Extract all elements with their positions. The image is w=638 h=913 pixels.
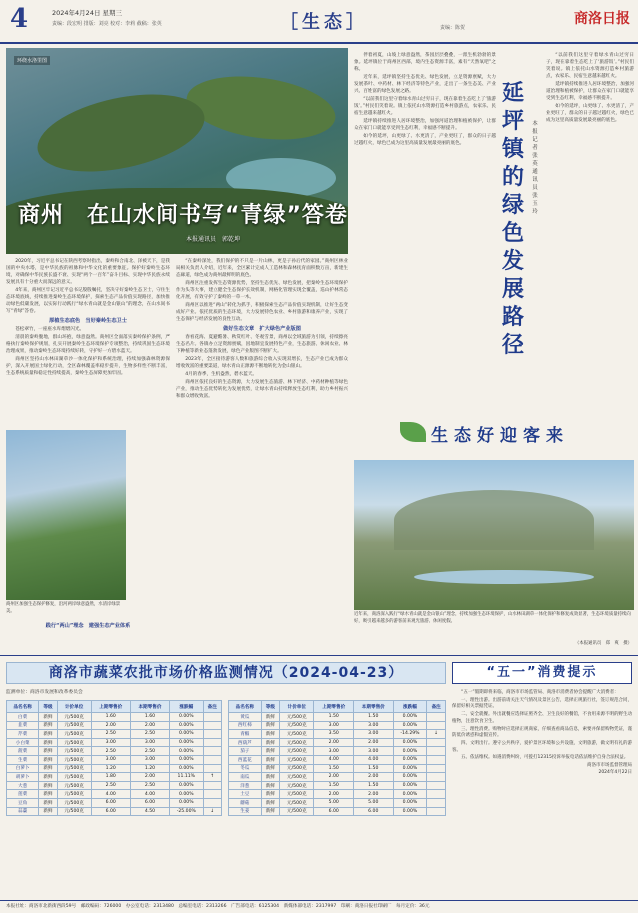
table-row <box>7 747 222 756</box>
table-cell: 2.50 <box>130 730 169 739</box>
feature-headline: 延坪镇的绿色发展路径 <box>501 81 524 358</box>
table-cell: 元/500克 <box>57 807 91 816</box>
table-row <box>229 790 446 799</box>
price-source: 监测单位：商洛市发展和改革委员会 <box>6 690 83 695</box>
article-column-1 <box>6 258 170 426</box>
table-cell: 3.00 <box>130 755 169 764</box>
table-row <box>229 773 446 782</box>
table-cell: 菠菜 <box>7 747 39 756</box>
table-cell: 元/500克 <box>57 713 91 722</box>
table-cell: 茄子 <box>229 747 262 756</box>
table-cell: 元/500克 <box>280 730 314 739</box>
table-cell: 0.00% <box>393 747 427 756</box>
paragraph: “五一”假期即将来临，商洛市市场监管局、商洛市消费者协会提醒广大消费者： <box>461 690 619 695</box>
paragraph: 4月的春季，生机盎然，碧水蓝天。 <box>185 372 258 377</box>
article-column-1b <box>6 620 170 652</box>
table-cell: 3.00 <box>91 738 130 747</box>
column-header: 品名名称 <box>7 701 39 713</box>
table-cell: 1.50 <box>354 764 394 773</box>
table-cell: 1.50 <box>354 713 394 722</box>
table-cell: 元/500克 <box>280 781 314 790</box>
table-cell: 元/500克 <box>57 798 91 807</box>
table-cell: 0.00% <box>170 747 203 756</box>
paragraph: 商州区以推进“两山”转化为抓手，积极探索生态产品价值实现机制，让好生态变成好产业。依托优质的生态环境，大力发展特色农业、乡村旅游和康养产业，实现了生态保护与经济发展的良性互动。 <box>176 303 348 322</box>
table-cell: 新鲜 <box>261 755 280 764</box>
table-cell: 蘑菇 <box>229 798 262 807</box>
column-header: 涨跌幅 <box>170 701 203 713</box>
column-header: 备注 <box>203 701 221 713</box>
table-cell: 胡萝卜 <box>7 773 39 782</box>
table-cell: 西葫芦 <box>229 738 262 747</box>
table-cell: 3.00 <box>314 721 354 730</box>
table-cell: 元/500克 <box>57 764 91 773</box>
table-cell: 2.00 <box>314 790 354 799</box>
table-cell: 2.00 <box>130 721 169 730</box>
table-cell: 元/500克 <box>280 738 314 747</box>
section-divider <box>0 655 638 656</box>
table-cell <box>427 764 446 773</box>
table-cell: 小白菜 <box>7 738 39 747</box>
table-cell: ↓ <box>427 730 446 739</box>
table-cell: 6.00 <box>354 807 394 816</box>
column-header: 等级 <box>261 701 280 713</box>
table-cell <box>427 738 446 747</box>
paragraph: 商州区坚持山水林田湖草沙一体化保护和系统治理，持续加强森林资源保护，深入开展国土绿化行动，全区森林覆盖率稳步提升，生物多样性不断丰富，生态系统质量和稳定性持续提高，秦岭生态屏障更加牢固。 <box>6 357 170 376</box>
table-cell: 元/500克 <box>57 721 91 730</box>
table-cell: 0.00% <box>393 798 427 807</box>
table-cell: 新鲜 <box>39 764 57 773</box>
table-cell: 1.60 <box>130 713 169 722</box>
table-row <box>7 764 222 773</box>
table-cell <box>203 730 221 739</box>
table-cell: 新鲜 <box>261 773 280 782</box>
paragraph: 一、理性出游。出游前请关注天气情况及景区公告，选择正规旅行社，签订规范合同，保留好相关票据凭证。 <box>452 697 632 710</box>
island-shape <box>31 81 212 185</box>
table-cell <box>427 807 446 816</box>
table-cell: 0.00% <box>393 790 427 799</box>
table-cell: 1.50 <box>314 764 354 773</box>
paragraph: “以前我们这里守着绿水青山过穷日子，现在靠着生态吃上了‘旅游饭’。”村民们笑着说。镇上依托山水资源打造乡村旅游点，农家乐、民宿生意越来越红火。 <box>354 97 496 116</box>
table-cell: 2.50 <box>91 730 130 739</box>
table-cell: 3.00 <box>314 747 354 756</box>
table-cell: 莲菜 <box>7 790 39 799</box>
table-cell: 2.50 <box>91 781 130 790</box>
table-cell: 新鲜 <box>261 721 280 730</box>
table-cell: 2.00 <box>314 773 354 782</box>
table-cell <box>427 747 446 756</box>
table-cell: 南瓜 <box>229 773 262 782</box>
table-cell: 新鲜 <box>39 738 57 747</box>
table-cell <box>427 790 446 799</box>
paragraph: 2020年，习近平总书记在陕西考察时指出，秦岭和合南北、泽被天下，是我国的中央水塔，是中华民族的祖脉和中华文化的重要象征。保护好秦岭生态环境，对确保中华民族长盛不衰、实现“两个一百年”奋斗目标、实现中华民族永续发展具有十分重大而深远的意义。 <box>6 259 170 285</box>
table-cell: 6.00 <box>314 807 354 816</box>
table-cell: 0.00% <box>170 730 203 739</box>
column-header: 等级 <box>39 701 57 713</box>
table-cell: 0.00% <box>393 807 427 816</box>
table-cell: 4.00 <box>130 790 169 799</box>
table-cell <box>203 764 221 773</box>
table-cell: 2.00 <box>354 738 394 747</box>
table-cell: 元/500克 <box>57 755 91 764</box>
table-cell: 生姜 <box>229 807 262 816</box>
table-cell: 新鲜 <box>261 713 280 722</box>
table-cell: 2.00 <box>354 773 394 782</box>
table-cell: 0.00% <box>170 721 203 730</box>
table-row <box>229 755 446 764</box>
table-row <box>7 713 222 722</box>
table-cell: 白萝卜 <box>7 764 39 773</box>
tips-title: “五一”消费提示 <box>452 662 632 684</box>
paragraph: 三、理性消费。购物时应选择正规商家，仔细查看商品信息，索要并保留购物凭证，谨防低价诱惑和虚假宣传。 <box>452 726 632 739</box>
column-header: 计价单位 <box>280 701 314 713</box>
table-row <box>229 764 446 773</box>
table-cell: 冬瓜 <box>229 764 262 773</box>
price-table-title: 商洛市蔬菜农批市场价格监测情况（2024-04-23） <box>6 662 446 684</box>
table-cell: 芹菜 <box>7 730 39 739</box>
table-cell: 0.00% <box>170 713 203 722</box>
tips-signoff: 商洛市市场监督管理局 2024年4月22日 <box>587 763 632 775</box>
table-cell: 元/500克 <box>57 747 91 756</box>
masthead <box>0 0 638 44</box>
table-cell: 1.20 <box>91 764 130 773</box>
table-cell: 元/500克 <box>280 755 314 764</box>
table-row <box>7 807 222 816</box>
table-cell: 0.00% <box>170 790 203 799</box>
subheading: 践行“两山”理念 建强生态产业体系 <box>45 623 131 629</box>
table-cell: -25.00% <box>170 807 203 816</box>
price-table-left <box>6 700 222 816</box>
table-cell <box>203 713 221 722</box>
table-cell: 5.00 <box>314 798 354 807</box>
table-cell: 1.20 <box>130 764 169 773</box>
table-cell <box>427 773 446 782</box>
table-cell: 4.00 <box>314 755 354 764</box>
table-cell: 大葱 <box>7 781 39 790</box>
table-cell: 新鲜 <box>261 747 280 756</box>
table-cell: 西红柿 <box>229 721 262 730</box>
table-row <box>7 790 222 799</box>
page-number: 4 <box>10 4 29 34</box>
table-cell: 4.00 <box>91 790 130 799</box>
table-cell <box>427 798 446 807</box>
table-cell <box>203 738 221 747</box>
table-row <box>7 773 222 782</box>
table-cell <box>427 781 446 790</box>
table-cell <box>427 713 446 722</box>
table-cell: 元/500克 <box>57 738 91 747</box>
table-cell: 0.00% <box>393 781 427 790</box>
paragraph: 如今的延坪，山更绿了、水更清了，产业更旺了，群众的日子越过越红火，绿色已成为这里高质量发展最亮丽的底色。 <box>354 134 496 146</box>
table-cell: 青椒 <box>229 730 262 739</box>
table-cell: 6.00 <box>91 798 130 807</box>
section-editor: 责编：陈贺 <box>440 25 466 31</box>
section-title: ［生态］ <box>280 12 368 33</box>
leaf-icon <box>400 422 426 442</box>
table-cell: 3.00 <box>354 747 394 756</box>
table-cell: ↑ <box>203 773 221 782</box>
paragraph: 4年来，商州区牢记习近平总书记殷殷嘱托，坚决守好秦岭生态卫士，守住生态环境底线，持续推进秦岭生态环境保护，探索生态产品价值实现路径，加快推动绿色低碳发展，以实际行动践行“绿水青山就是金山银山”的理念，在山水间书写“青绿”答卷。 <box>6 288 170 314</box>
table-cell: 新鲜 <box>39 798 57 807</box>
table-row <box>7 721 222 730</box>
table-cell: 西蓝花 <box>229 755 262 764</box>
paragraph: 四、文明出行。遵守公共秩序，爱护景区环境和公共设施，文明旅游，做文明有礼的游客。 <box>452 740 632 753</box>
column-header: 品名名称 <box>229 701 262 713</box>
table-cell: 0.00% <box>170 781 203 790</box>
feature-byline: 本报记者 张英 通讯员 张玉玲 <box>532 121 544 215</box>
table-cell: 生菜 <box>7 755 39 764</box>
table-cell: 11.11% <box>170 773 203 782</box>
table-cell: 土豆 <box>229 790 262 799</box>
river-photo <box>6 430 126 600</box>
table-cell: 新鲜 <box>261 798 280 807</box>
island-shape <box>183 68 340 148</box>
table-cell: 元/500克 <box>57 730 91 739</box>
table-cell: 元/500克 <box>57 790 91 799</box>
table-cell: 3.00 <box>354 730 394 739</box>
landscape-photo <box>354 460 634 610</box>
paragraph: 近年来，延坪镇坚持生态优先、绿色发展，立足资源禀赋，大力发展茶叶、中药材、林下经济等特色产业，走出了一条生态美、产业兴、百姓富的绿色发展之路。 <box>354 75 496 94</box>
table-cell: 0.00% <box>393 755 427 764</box>
price-table-right <box>228 700 446 816</box>
paragraph: 如今的延坪，山更绿了、水更清了，产业更旺了，群众的日子越过越红火，绿色已成为这里高质量发展最亮丽的底色。 <box>546 104 634 123</box>
table-cell: 3.00 <box>354 721 394 730</box>
paragraph: 2023年，全区接待游客人数和旅游综合收入实现双增长，生态产业已成为群众增收致富的重要渠道，绿水青山正源源不断地转化为金山银山。 <box>176 357 348 369</box>
table-cell <box>203 781 221 790</box>
table-cell: 3.50 <box>314 730 354 739</box>
photo-tag: 环绕水洛里图 <box>14 56 50 65</box>
paragraph: 春看花海、夏避酷暑、秋赏红叶、冬观雪景，商州以全域旅游为引领，持续擦亮生态名片。各镇办立足资源禀赋，因地制宜发展特色产业，生态旅游、休闲农业、林下种植等新业态蓬勃发展，绿色产业版图不断扩大。 <box>176 335 348 354</box>
table-cell: 2.00 <box>130 773 169 782</box>
table-cell: 元/500克 <box>280 807 314 816</box>
table-cell: 0.00% <box>170 764 203 773</box>
column-header: 上期零售价 <box>91 701 130 713</box>
paragraph: 延坪镇持续推进人居环境整治，加强河道治理和植被保护，让群众在家门口就能享受到生态红利，幸福感不断提升。 <box>546 82 634 101</box>
table-cell <box>427 721 446 730</box>
table-cell: 洋葱 <box>229 781 262 790</box>
photo-credit: （本报通讯员 郑 爽 摄） <box>574 641 632 646</box>
table-cell <box>203 755 221 764</box>
table-row <box>229 798 446 807</box>
main-headline: 商州 在山水间书写“青绿”答卷 <box>18 203 348 228</box>
table-cell: 1.60 <box>91 713 130 722</box>
table-cell: 蒜薹 <box>7 807 39 816</box>
feature-column-2 <box>546 52 634 412</box>
table-cell: 6.00 <box>91 807 130 816</box>
table-cell: 1.50 <box>314 781 354 790</box>
paragraph: 伴着初夏，山坡上绿意盎然，茶园层层叠叠，一派生机勃勃的景象。延坪镇位于商州区西部，境内生态资源丰富，素有“天然氧吧”之称。 <box>354 53 496 72</box>
table-cell: 黄瓜 <box>229 713 262 722</box>
table-row <box>229 781 446 790</box>
table-cell: 新鲜 <box>261 764 280 773</box>
table-cell: 4.00 <box>354 755 394 764</box>
table-cell: 豆角 <box>7 798 39 807</box>
table-cell <box>203 790 221 799</box>
footer: 本报社址：商洛市北新街西段59号 邮政编码：726000 办公室电话：2313480 总编室电话：2313266 广告部电话：6125304 新媒体部电话：2317997 印刷：商洛日报社印刷厂 每月定价：36元 <box>0 900 638 913</box>
table-cell: 2.50 <box>130 781 169 790</box>
mountain-shape <box>394 490 594 550</box>
table-header-row <box>229 701 446 713</box>
photo-caption: 近年来，商洛深入践行“绿水青山就是金山银山”理念，持续加强生态环境保护，山水林田湖草一体化保护和修复成效显著，生态环境质量持续向好，吸引越来越多的游客前来观光旅游、休闲度假。 <box>354 612 631 624</box>
table-cell: 新鲜 <box>261 730 280 739</box>
table-cell <box>203 747 221 756</box>
table-cell: 0.00% <box>170 798 203 807</box>
table-cell: ↓ <box>203 807 221 816</box>
table-row <box>229 747 446 756</box>
river-shape <box>414 570 594 584</box>
table-cell: 元/500克 <box>280 713 314 722</box>
table-cell: 新鲜 <box>261 738 280 747</box>
column-header: 本期零售价 <box>354 701 394 713</box>
paragraph: 二、安全就餐。外出就餐应选择证照齐全、卫生良好的餐馆，不食用来源不明的野生动植物，注意饮食卫生。 <box>452 712 632 724</box>
table-cell: 1.50 <box>314 713 354 722</box>
table-cell: 元/500克 <box>280 773 314 782</box>
table-cell <box>203 721 221 730</box>
table-cell: 元/500克 <box>280 764 314 773</box>
table-row <box>7 755 222 764</box>
column-header: 计价单位 <box>57 701 91 713</box>
subheading: 厚植生态底色 当好秦岭生态卫士 <box>49 318 127 324</box>
table-cell: 元/500克 <box>280 790 314 799</box>
paragraph: 苍松翠竹，一座座水库熠熠闪光。 <box>15 327 85 332</box>
paragraph: 清晨的秦岭腹地，群山环抱，绿意盎然。商州区全面落实秦岭保护条例，严格执行秦岭保护规划，扎实开展秦岭生态环境保护专项整治，持续巩固生态环境治理成果，推动秦岭生态环境持续好转，守护好一方碧水蓝天。 <box>6 335 170 354</box>
table-cell: 2.50 <box>130 747 169 756</box>
table-cell: 2.00 <box>354 790 394 799</box>
table-cell: -14.29% <box>393 730 427 739</box>
table-cell: 2.00 <box>91 721 130 730</box>
paragraph: 五、依法维权。如遇消费纠纷，可拨打12315投诉举报电话依法维护自身合法权益。 <box>461 755 629 761</box>
column-header: 涨跌幅 <box>393 701 427 713</box>
table-cell: 0.00% <box>393 764 427 773</box>
table-cell: 新鲜 <box>261 807 280 816</box>
table-cell: 新鲜 <box>39 807 57 816</box>
table-row <box>7 781 222 790</box>
section-banner <box>400 416 600 450</box>
newspaper-logo: 商洛日报 <box>574 11 630 27</box>
table-row <box>229 713 446 722</box>
banner-title: 生态好迎客来 <box>431 425 569 446</box>
article-column-2 <box>176 258 348 650</box>
feature-column-1 <box>354 52 496 412</box>
table-cell: 1.50 <box>354 781 394 790</box>
table-cell: 新鲜 <box>39 713 57 722</box>
table-cell: 5.00 <box>354 798 394 807</box>
table-cell: 元/500克 <box>57 781 91 790</box>
table-cell: 0.00% <box>393 721 427 730</box>
table-row <box>229 738 446 747</box>
table-cell: 3.00 <box>91 755 130 764</box>
editorial-credits: 责编：段宏明 排版：刘亮 校对：李莉 截稿：张英 <box>52 21 162 27</box>
table-row <box>7 730 222 739</box>
photo-caption: 商州区加强生态保护修复，沿河两岸绿意盎然，水清岸绿景美。 <box>6 602 121 614</box>
paragraph: 商州区注重发挥生态资源优势，坚持生态优先、绿色发展，把秦岭生态环境保护作为头等大事，建立健全生态保护长效机制，网格化管理实现全覆盖，巡山护林常态化开展，有效守护了秦岭的一草一木。 <box>176 281 348 300</box>
table-cell: 0.00% <box>170 755 203 764</box>
table-cell: 0.00% <box>393 713 427 722</box>
issue-date: 2024年4月24日 星期三 <box>52 9 123 17</box>
table-cell: 4.50 <box>130 807 169 816</box>
paragraph: “在秦岭深处，我们保护的不只是一片山林，更是子孙后代的家园。”商州区林业局相关负责人介绍，近年来，全区累计完成人工造林和森林抚育面积数万亩，新建生态廊道，绿色成为商州最鲜明的底色。 <box>176 259 348 278</box>
table-cell: 新鲜 <box>39 781 57 790</box>
table-row <box>229 807 446 816</box>
table-cell: 元/500克 <box>57 773 91 782</box>
table-row <box>7 798 222 807</box>
table-cell: 新鲜 <box>39 755 57 764</box>
table-cell: 0.00% <box>170 738 203 747</box>
table-cell: 3.00 <box>130 738 169 747</box>
table-cell: 韭菜 <box>7 721 39 730</box>
tips-body <box>452 690 632 777</box>
table-cell: 元/500克 <box>280 798 314 807</box>
table-header-row <box>7 701 222 713</box>
paragraph: 延坪镇持续推进人居环境整治，加强河道治理和植被保护，让群众在家门口就能享受到生态红利，幸福感不断提升。 <box>354 119 496 131</box>
paragraph: 商州区依托良好的生态资源，大力发展生态旅游、林下经济、中药材种植等绿色产业，推动生态优势转化为发展优势，让绿水青山持续释放生态红利，助力乡村振兴和群众增收致富。 <box>176 380 348 399</box>
column-header: 备注 <box>427 701 446 713</box>
table-row <box>229 721 446 730</box>
table-cell: 0.00% <box>393 773 427 782</box>
table-cell: 白菜 <box>7 713 39 722</box>
table-cell: 1.80 <box>91 773 130 782</box>
table-cell: 6.00 <box>130 798 169 807</box>
table-cell: 新鲜 <box>261 781 280 790</box>
table-cell: 新鲜 <box>39 730 57 739</box>
table-cell <box>427 755 446 764</box>
hero-photo <box>6 48 348 254</box>
column-header: 本期零售价 <box>130 701 169 713</box>
table-cell: 0.00% <box>393 738 427 747</box>
paragraph: “以前我们这里守着绿水青山过穷日子，现在靠着生态吃上了‘旅游饭’。”村民们笑着说。镇上依托山水资源打造乡村旅游点，农家乐、民宿生意越来越红火。 <box>546 53 634 79</box>
table-cell <box>203 798 221 807</box>
table-cell: 新鲜 <box>39 790 57 799</box>
table-cell: 新鲜 <box>261 790 280 799</box>
table-cell: 新鲜 <box>39 773 57 782</box>
table-cell: 元/500克 <box>280 721 314 730</box>
table-cell: 新鲜 <box>39 747 57 756</box>
table-row <box>229 730 446 739</box>
table-cell: 新鲜 <box>39 721 57 730</box>
column-header: 上期零售价 <box>314 701 354 713</box>
table-cell: 2.50 <box>91 747 130 756</box>
subheading: 做好生态文章 扩大绿色产业版图 <box>223 326 301 332</box>
table-cell: 元/500克 <box>280 747 314 756</box>
table-cell: 2.00 <box>314 738 354 747</box>
main-byline: 本报通讯员 郭乾坤 <box>186 236 241 243</box>
table-row <box>7 738 222 747</box>
